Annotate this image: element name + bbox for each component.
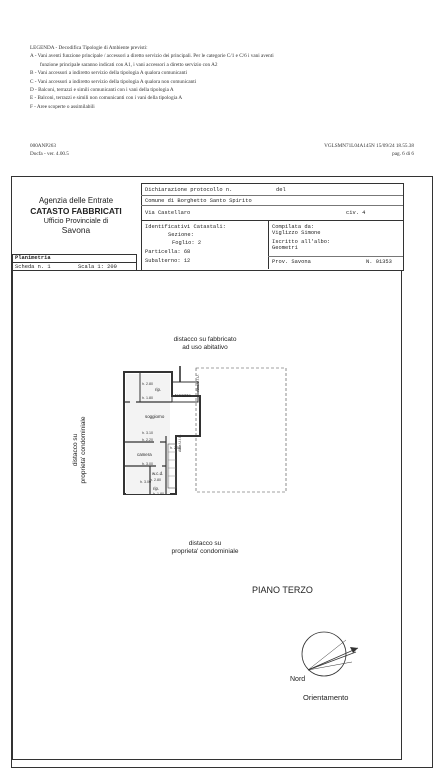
strip-divider	[12, 262, 136, 263]
particella-label: Particella: 68	[145, 249, 191, 255]
height-label: h. 3.10	[142, 431, 153, 435]
room-label: w.c.d.	[152, 471, 164, 476]
scheda-label: Scheda n. 1	[15, 264, 51, 270]
header-divider	[268, 256, 403, 257]
height-label: h. 1.80	[153, 492, 164, 496]
ufficio-city: Savona	[61, 225, 91, 235]
room-label: terrazzo	[175, 393, 191, 398]
legend-item: E - Balconi, terrazzi e simili non comunicanti con i vani della tipologia A	[30, 95, 183, 102]
legend-item: C - Vani accessori a indiretto servizio della tipologia A qualora non comunicanti	[30, 78, 197, 85]
height-label: h. 3.00	[140, 480, 151, 484]
height-label: h. 2.80	[150, 478, 161, 482]
room-label: camera	[137, 452, 152, 457]
legend-item: funzione principale saranno indicati con A1, i vani accessori a diretto servizio con A2	[40, 61, 218, 68]
foglio-label: Foglio: 2	[172, 240, 202, 246]
compass-line	[308, 648, 358, 670]
room-label: rip.	[153, 486, 160, 491]
agency-name: Agenzia delle Entrate	[38, 196, 114, 205]
height-label: h. 3.00	[142, 462, 153, 466]
albo-value: Geometri	[272, 245, 298, 251]
distacco-left-line1: distacco su	[72, 433, 79, 467]
sezione-label: Sezione:	[168, 232, 194, 238]
protocol-label: Dichiarazione protocollo n.	[145, 187, 233, 193]
civico-label: civ. 4	[346, 210, 366, 216]
compass-arrow	[350, 647, 358, 653]
distacco-top-line2: ad uso abitativo	[182, 344, 228, 351]
other-unit-label: Altra U.I.U.	[196, 374, 200, 392]
ufficio-label: Ufficio Provinciale di	[43, 216, 109, 225]
legend-item: F - Aree scoperte o assimilabili	[30, 103, 95, 110]
header-divider	[141, 195, 403, 196]
distacco-bottom-line2: proprieta' condominiale	[171, 548, 239, 555]
doc-code: 000ANP263	[30, 143, 56, 149]
scala-label: Scala 1: 200	[78, 264, 117, 270]
floor-label: PIANO TERZO	[252, 585, 313, 595]
compass-line	[308, 652, 356, 670]
header-divider	[141, 220, 403, 221]
docfa-version: Docfa - ver. 4.00.5	[30, 151, 69, 157]
legend	[30, 44, 430, 111]
identificativi-label: Identificativi Catastali:	[145, 224, 226, 230]
header-divider	[268, 220, 269, 269]
distacco-top-line1: distacco su fabbricato	[173, 336, 237, 343]
legend-item: B - Vani accessori a indiretto servizio della tipologia A qualora comunicanti	[30, 70, 188, 77]
terrace-outline	[196, 368, 286, 492]
distacco-bottom-line1: distacco su	[188, 540, 222, 547]
footer-right	[324, 142, 414, 158]
doc-reference: VGLSMN71L04A145N 15/09/24 18.55.38	[324, 143, 414, 149]
north-compass-icon	[300, 630, 370, 678]
compass-line	[308, 662, 352, 670]
legend-item: D - Balconi, terrazzi e simili comunicanti con i vani della tipologia A	[30, 87, 174, 94]
catasto-title: CATASTO FABBRICATI	[30, 206, 122, 216]
page-number: pag. 6 di 6	[392, 151, 414, 157]
compilatore-name: Viglizzo Simone	[272, 230, 321, 236]
distacco-top-label	[150, 336, 260, 352]
provincia-label: Prov. Savona	[272, 259, 311, 265]
albo-number: N. 01353	[366, 259, 392, 265]
compass-line	[308, 640, 346, 670]
distacco-bottom-label	[150, 540, 260, 556]
distacco-left-label	[72, 400, 88, 500]
legend-title: LEGENDA - Decodifica Tipologie di Ambiente previsti:	[30, 45, 148, 51]
room-label: rip.	[155, 387, 162, 392]
orientamento-label: Orientamento	[303, 693, 349, 702]
legend-item: A - Vani aventi funzione principale / accessori a diretto servizio dei principali. Per le categorie C/1 e C/6 i vani aventi	[30, 53, 274, 60]
nord-label: Nord	[290, 676, 306, 683]
terrazzo-room	[172, 382, 198, 402]
height-label: h. 1.80	[142, 396, 153, 400]
height-label: h. 2.20	[142, 438, 153, 442]
header-divider	[141, 205, 403, 206]
via-label: Via Castellaro	[145, 210, 191, 216]
other-unit-label: Altra U.I.U.	[178, 434, 182, 452]
comune-label: Comune di Borghetto Santo Spirito	[145, 198, 252, 204]
iscritto-label: Iscritto all'albo:	[272, 239, 331, 245]
agency-header	[18, 196, 134, 235]
planimetria-label: Planimetria	[15, 255, 51, 261]
distacco-left-line2: proprieta' condominiale	[80, 416, 87, 484]
room-label: soggiorno	[145, 414, 165, 419]
footer-left	[30, 142, 69, 158]
del-label: del	[276, 187, 286, 193]
subalterno-label: Subalterno: 12	[145, 258, 191, 264]
height-label: h. 2.80	[142, 382, 153, 386]
height-label: h. 2.50	[170, 446, 181, 450]
compilata-label: Compilata da:	[272, 224, 315, 230]
